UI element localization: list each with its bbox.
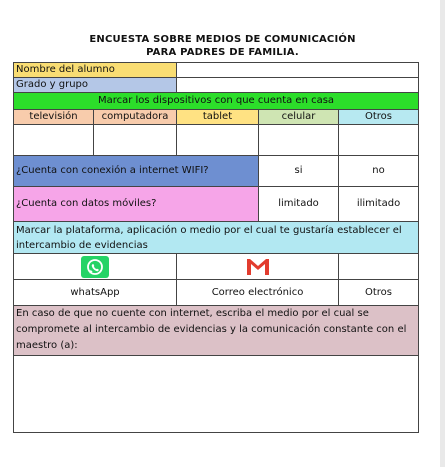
device-computer-label: computadora: [94, 110, 177, 125]
whatsapp-label: whatsApp: [14, 280, 177, 306]
device-tv-check[interactable]: [14, 125, 94, 156]
device-phone-check[interactable]: [259, 125, 339, 156]
device-tablet-label: tablet: [177, 110, 259, 125]
devices-labels-row: [14, 110, 419, 125]
whatsapp-cell[interactable]: [14, 254, 177, 280]
wifi-no-option[interactable]: no: [339, 156, 419, 187]
student-name-label: Nombre del alumno: [14, 63, 177, 78]
email-cell[interactable]: [177, 254, 339, 280]
survey-title: ENCUESTA SOBRE MEDIOS DE COMUNICACIÓN: [89, 34, 356, 45]
survey-form: [13, 62, 419, 433]
device-other-label: Otros: [339, 110, 419, 125]
gmail-icon: [245, 256, 271, 278]
whatsapp-icon: [81, 256, 109, 278]
platform-labels-row: [14, 280, 419, 306]
devices-check-row: [14, 125, 419, 156]
student-name-row: [14, 63, 419, 78]
no-internet-answer-field[interactable]: [14, 356, 419, 433]
grade-group-row: [14, 78, 419, 93]
student-name-field[interactable]: [177, 63, 419, 78]
mobile-limited-option[interactable]: limitado: [259, 187, 339, 222]
grade-group-label: Grado y grupo: [14, 78, 177, 93]
mobile-unlimited-option[interactable]: ilimitado: [339, 187, 419, 222]
platform-icons-row: [14, 254, 419, 280]
device-phone-label: celular: [259, 110, 339, 125]
platform-heading: Marcar la plataforma, aplicación o medio por el cual te gustaría establecer el intercambio de evidencias: [14, 222, 419, 254]
other-platform-label: Otros: [339, 280, 419, 306]
device-other-check[interactable]: [339, 125, 419, 156]
device-computer-check[interactable]: [94, 125, 177, 156]
devices-heading-row: [14, 93, 419, 110]
device-tablet-check[interactable]: [177, 125, 259, 156]
other-platform-cell[interactable]: [339, 254, 419, 280]
platform-heading-row: [14, 222, 419, 254]
no-internet-note: En caso de que no cuente con internet, escriba el medio por el cual se compromete al intercambio de evidencias y la comunicación constante con el maestro (a):: [14, 306, 419, 356]
no-internet-note-row: [14, 306, 419, 356]
wifi-row: [14, 156, 419, 187]
mobile-data-row: [14, 187, 419, 222]
wifi-question: ¿Cuenta con conexión a internet WIFI?: [14, 156, 259, 187]
devices-heading: Marcar los dispositivos con que cuenta en casa: [14, 93, 419, 110]
device-tv-label: televisión: [14, 110, 94, 125]
email-label: Correo electrónico: [177, 280, 339, 306]
no-internet-answer-row: [14, 356, 419, 433]
page-edge: [440, 0, 445, 467]
survey-subtitle: PARA PADRES DE FAMILIA.: [146, 47, 299, 58]
wifi-yes-option[interactable]: si: [259, 156, 339, 187]
mobile-data-question: ¿Cuenta con datos móviles?: [14, 187, 259, 222]
grade-group-field[interactable]: [177, 78, 419, 93]
